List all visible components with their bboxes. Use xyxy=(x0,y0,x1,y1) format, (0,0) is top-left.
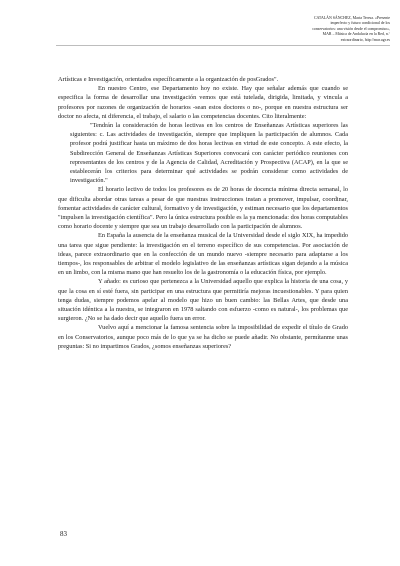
paragraph: Vuelvo aquí a mencionar la famosa sentencia sobre la imposibilidad de expedir el título de Grado en los Conservatorios, aunque poco más de lo que ya se ha dicho se puede añadir. No obstante, permítanme unas preguntas: Si no impartimos Grados, ¿somos enseñanzas superiores? xyxy=(58,324,348,350)
citation-header xyxy=(310,16,390,43)
paragraph-continuation: Artísticas e Investigación, orientados específicamente a la organización de posGrados". xyxy=(58,76,279,83)
block-quote: "Tendrán la consideración de horas lectivas en los centros de Enseñanzas Artísticas superiores las siguientes: c. Las actividades de investigación, siempre que impliquen la participación de alumnos. Cada profesor podrá justificar hasta un máximo de dos horas lectivas en virtud de este concepto. A este efecto, la Subdirección General de Enseñanzas Artísticas Superiores convocará con carácter periódico reuniones con representantes de los centros y de la Agencia de Calidad, Acreditación y Prospectiva (ACAP), en la que se establecerán los criterios para determinar qué actividades se podrán considerar como actividades de investigación." xyxy=(70,122,348,185)
paragraph: El horario lectivo de todos los profesores es de 20 horas de docencia mínima directa semanal, lo que dificulta abordar otras tareas a pesar de que nuestras instrucciones instan a promover, impulsar, coordinar, fomentar actividades de carácter cultural, formativo y de investigación, y estiman necesario que los departamentos "impulsen la investigación científica". Pero la única estructura posible es la ya mencionada: dos horas computables como horario docente y siempre que sea un trabajo desarrollado con la participación de alumnos. xyxy=(58,186,348,231)
citation-line-1: CATALÁN SÁNCHEZ, Marta Teresa. «Presente imperfecto y futuro condicional de los xyxy=(313,16,390,26)
paragraph: En España la ausencia de la enseñanza musical de la Universidad desde el siglo XIX, ha impedido una tarea que sigue pendiente: la investigación en el terreno específico de sus competencias. Por asociación de ideas, parece extraordinario que en la confección de un mundo nuevo -siempre necesario para adaptarse a los tiempos-, los responsables de arbitrar el modelo legislativo de las enseñanzas artísticas sigan dejando a la música en un limbo, con la misma mano que han resuelto los de la gastronomía o la educación física, por ejemplo. xyxy=(58,232,348,277)
citation-line-3: extraordinario, xyxy=(340,37,364,42)
citation-link[interactable]: http://mar.ugr.es xyxy=(364,37,390,42)
header-divider xyxy=(56,45,390,46)
citation-line-2: conservatorios: una visión desde el compromiso», MAR – Música de Andalucía en la Red, n.º xyxy=(312,26,390,37)
page-number: 83 xyxy=(60,530,67,538)
body-text xyxy=(58,75,348,351)
paragraph: Y añado: es curioso que pertenezca a la Universidad aquello que explica la historia de una cosa, y que la cosa en sí esté fuera, sin participar en una estructura que permitiría mejoras incuestionables. Y para quien tenga dudas, siempre podemos apelar al modelo que hizo un buen cambio: las Bellas Artes, que desde una situación idéntica a la nuestra, se integraron en 1978 saltando con esfuerzo -como es natural-, los problemas que surgieron. ¿No se ha dado decir que aquello fuera un error. xyxy=(58,278,348,323)
paragraph: En nuestro Centro, ese Departamento hoy no existe. Hay que señalar además que cuando se especifica la forma de desarrollar una investigación vemos que está tutelada, dirigida, limitada, y vincula a profesores por razones de organización de horarios -sean estos doctores o no-, porque en nuestra estructura ser doctor no afecta, ni diferencia, el trabajo, el salario o las competencias docentes. Cito literalmente: xyxy=(58,85,348,120)
